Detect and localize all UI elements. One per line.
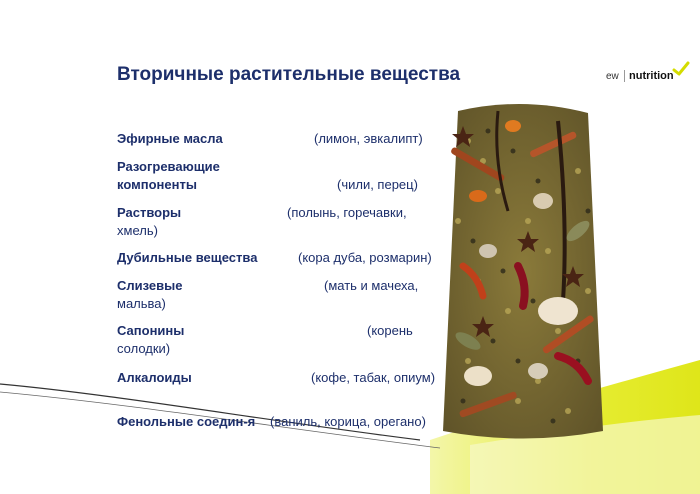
- nutrition-logo-check-icon: [672, 61, 690, 77]
- spices-photo: [438, 101, 608, 441]
- item-examples-line2: хмель): [117, 223, 158, 238]
- list-item: [117, 413, 426, 431]
- item-term: Дубильные вещества: [117, 250, 258, 265]
- item-term: Эфирные масла: [117, 131, 223, 146]
- item-examples: (ваниль, корица, орегано): [270, 414, 426, 429]
- item-examples: (полынь, горечавки,: [287, 205, 407, 220]
- list-item: [117, 277, 419, 313]
- list-item: [117, 158, 418, 194]
- item-examples: (кофе, табак, опиум): [311, 370, 436, 385]
- item-term: Слизевые: [117, 278, 183, 293]
- item-examples-line2: мальва): [117, 296, 166, 311]
- list-item: [117, 369, 436, 387]
- item-term: Растворы: [117, 205, 182, 220]
- item-term: Фенольные соедин-я: [117, 414, 256, 429]
- logo-brand-text: nutrition: [629, 70, 674, 82]
- item-examples: (кора дуба, розмарин): [298, 250, 432, 265]
- list-item: [117, 249, 432, 267]
- page-title: Вторичные растительные вещества: [117, 64, 461, 85]
- item-examples: (лимон, эвкалипт): [314, 131, 423, 146]
- item-term-line2: компоненты: [117, 177, 197, 192]
- item-examples-line2: солодки): [117, 341, 171, 356]
- item-examples: (чили, перец): [337, 177, 418, 192]
- item-examples: (корень: [367, 323, 413, 338]
- logo-separator: [624, 70, 625, 82]
- list-item: [117, 130, 423, 148]
- list-item: [117, 322, 413, 358]
- item-examples: (мать и мачеха,: [324, 278, 419, 293]
- item-term: Сапонины: [117, 323, 185, 338]
- item-term: Алкалоиды: [117, 370, 192, 385]
- list-item: [117, 204, 407, 240]
- item-term: Разогревающие: [117, 159, 220, 174]
- logo-ew-text: ew: [606, 71, 619, 82]
